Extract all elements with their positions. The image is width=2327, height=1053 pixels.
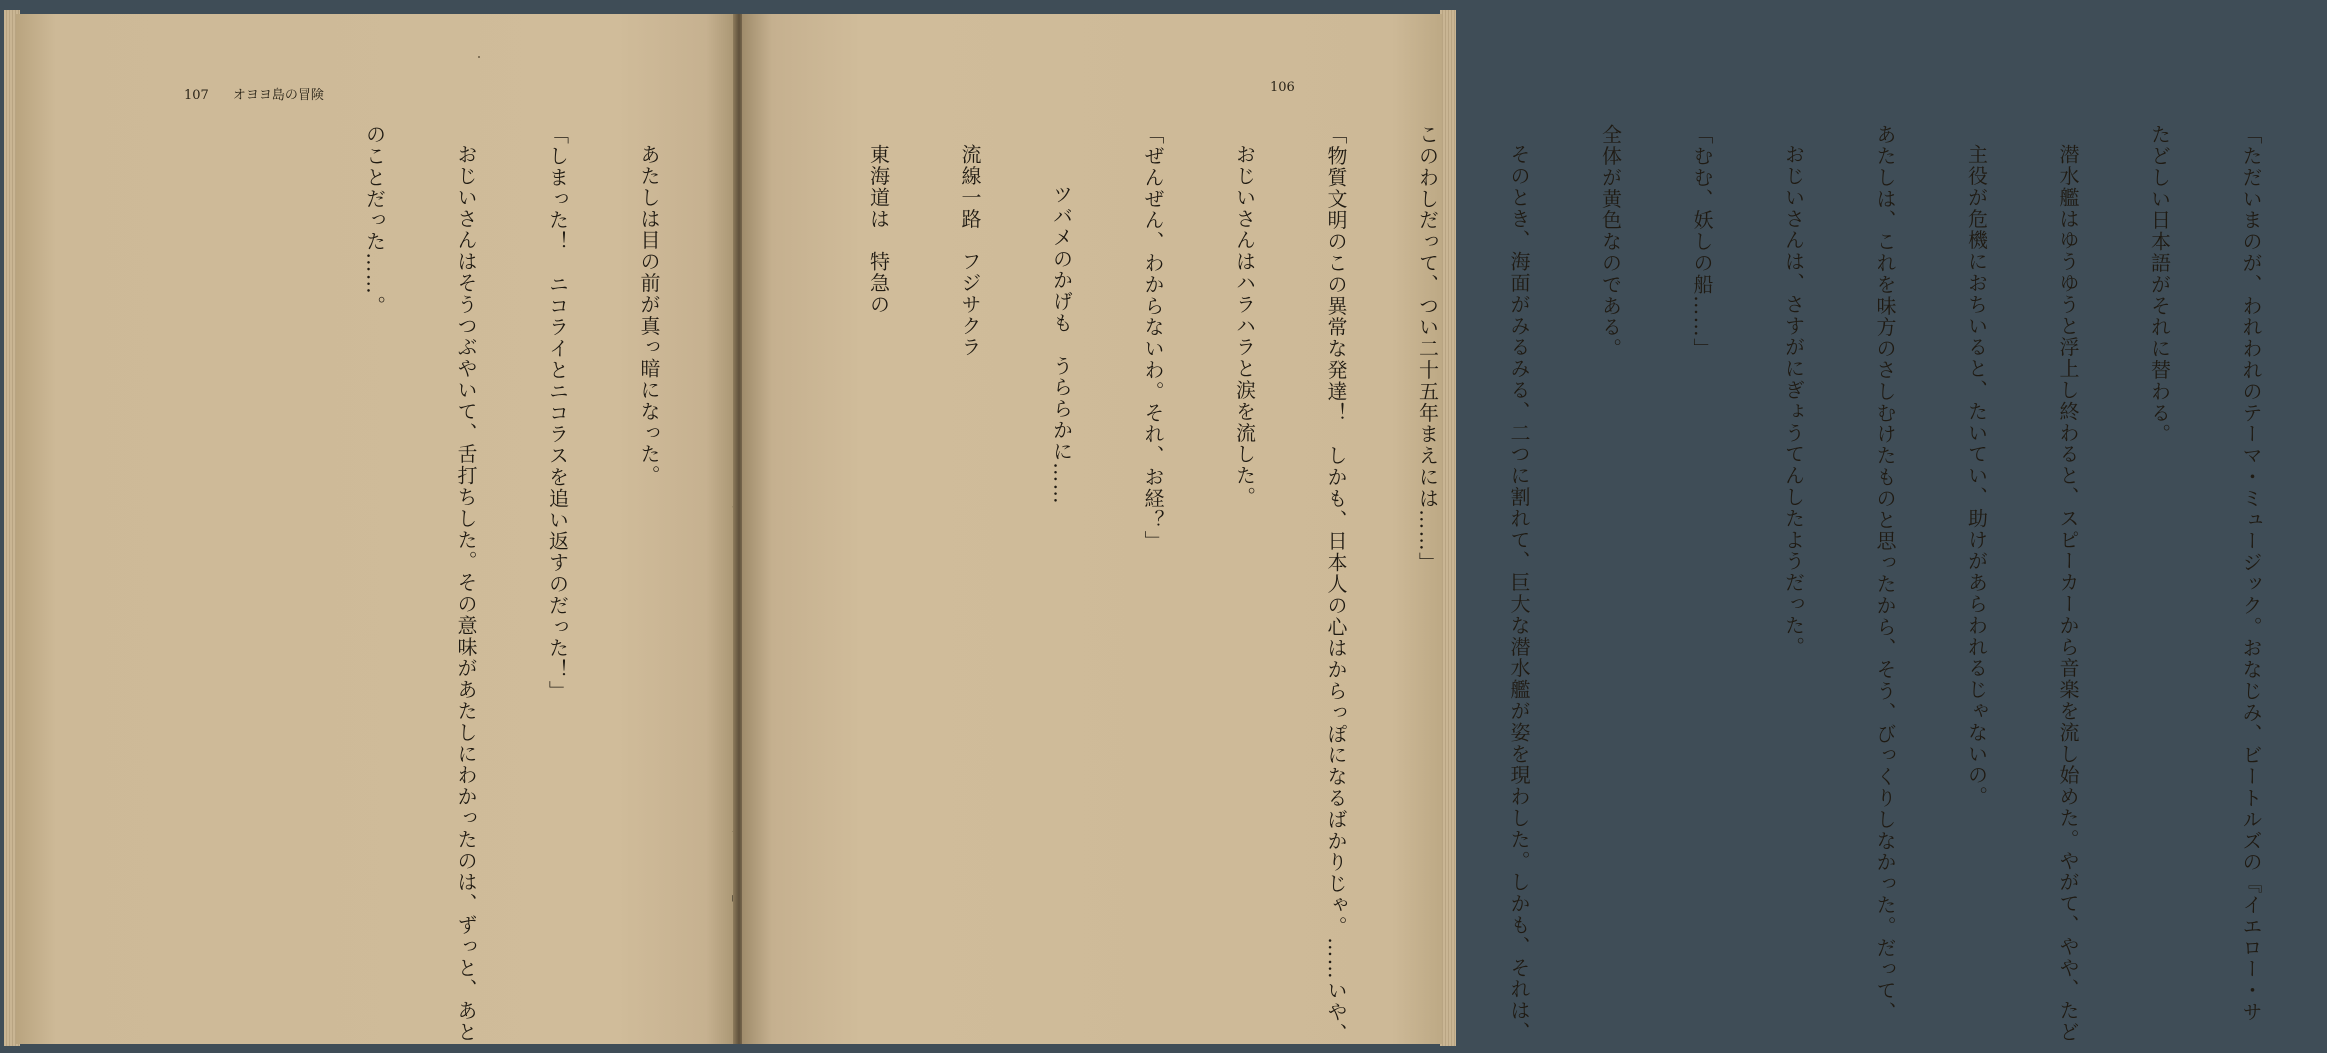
text-line: 「しまった！ ニコライとニコラスを追い返すのだった！」 xyxy=(545,124,570,702)
paper-speck xyxy=(478,56,480,58)
text-line: 主役が危機におちいると、たいてい、助けがあらわれるじゃないの。 xyxy=(1964,144,1989,808)
right-page xyxy=(742,14,2263,1045)
text-line: 「ぜんぜん、わからないわ。それ、お経？」 xyxy=(1141,124,1165,552)
text-line: たどしい日本語がそれに替わる。 xyxy=(2147,124,2172,445)
text-line: おじいさんは、さすがにぎょうてんしたようだった。 xyxy=(1781,144,1806,658)
text-line: おじいさんはそうつぶやいて、舌打ちした。その意味があたしにわかったのは、ずっと、あと xyxy=(454,144,478,1043)
text-line: 東海道は 特急の xyxy=(866,144,891,316)
running-title: オヨヨ島の冒険 xyxy=(232,88,324,103)
text-line: 「ただいまのが、われわれのテーマ・ミュージック。おなじみ、ビートルズの『イエロー・サ xyxy=(2239,124,2263,1023)
text-line: ツバメのかげも うららかに…… xyxy=(1049,184,1074,505)
text-line: 全体が黄色なのである。 xyxy=(1598,124,1623,360)
text-line: そのとき、海面がみるみる、二つに割れて、巨大な潜水艦が姿を現わした。しかも、それは、 xyxy=(1507,144,1531,1043)
right-page-text xyxy=(802,124,2327,1045)
page-number: 106 xyxy=(1270,80,1295,95)
text-line: あたしは、これを味方のさしむけたものと思ったから、そう、びっくりしなかった。だって、 xyxy=(1873,124,1897,1023)
text-line: おじいさんはハラハラと涙を流した。 xyxy=(1232,144,1257,508)
text-line: 「物質文明のこの異常な発達！ しかも、日本人の心はからっぽになるばかりじゃ。……いや、 xyxy=(1324,124,1348,1045)
page-number: 107 xyxy=(184,88,209,103)
text-line: のことだった……。 xyxy=(362,124,387,317)
text-line: あたしは目の前が真っ暗になった。 xyxy=(637,144,661,487)
text-line: 流線一路 フジサクラ xyxy=(958,144,982,358)
right-page-header xyxy=(1270,80,1295,95)
text-line: 「むむ、妖しの船……」 xyxy=(1690,124,1714,360)
left-page-header xyxy=(184,84,324,103)
text-line: このわしだって、つい二十五年まえには……」 xyxy=(1415,124,1440,574)
text-line: 潜水艦はゆうゆうと浮上し終わると、スピーカーから音楽を流し始めた。やがて、やや、たど xyxy=(2056,144,2080,1043)
left-page xyxy=(16,14,736,1044)
